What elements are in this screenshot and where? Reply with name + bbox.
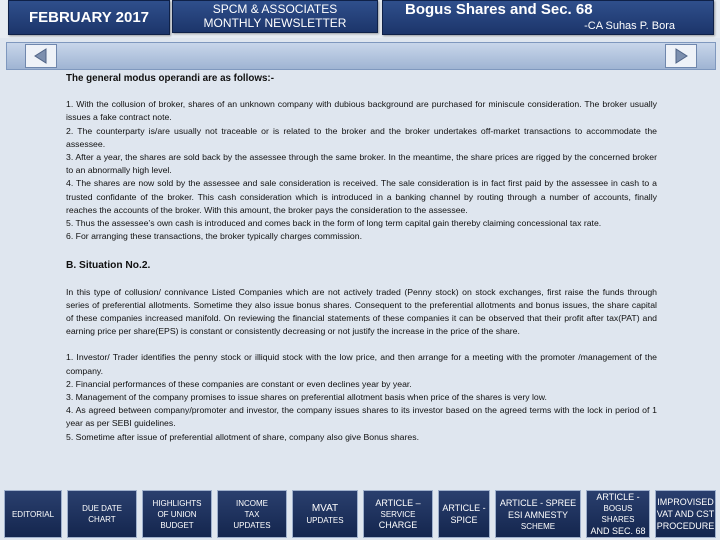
button-label: BOGUS SHARES bbox=[601, 504, 635, 524]
button-label: BUDGET bbox=[160, 520, 194, 530]
button-label: MVAT bbox=[311, 503, 339, 514]
article-body bbox=[66, 72, 657, 444]
spree-esi-amnesty-article-button[interactable] bbox=[495, 490, 581, 538]
button-label: EDITORIAL bbox=[11, 509, 55, 519]
due-date-chart-button[interactable] bbox=[67, 490, 137, 538]
mvat-updates-button[interactable] bbox=[292, 490, 358, 538]
button-label: INCOME bbox=[235, 498, 268, 508]
intro-heading: The general modus operandi are as follows:- bbox=[66, 73, 274, 84]
issue-title: Bogus Shares and Sec. 68 bbox=[405, 1, 593, 18]
bogus-shares-article-button[interactable] bbox=[586, 490, 650, 538]
point-a-4: 4. The shares are now sold by the assessee and sale consideration is received. The sale consideration is in fact first paid by the assessee in cash to a trusted confidante of the broker. This cash consideration which is introduced in a banking channel by routing through a number of accounts, finally reaches the accounts of the broker. With this amount, the broker pays the consideration to the assessee. bbox=[66, 178, 657, 215]
next-page-button[interactable] bbox=[665, 44, 697, 68]
button-label: PROCEDURE bbox=[656, 521, 715, 531]
spice-article-button[interactable] bbox=[438, 490, 490, 538]
point-a-5: 5. Thus the assessee’s own cash is introduced and comes back in the form of long term capital gain thereby claiming concessional tax rate. bbox=[66, 218, 602, 229]
issue-title-box bbox=[382, 0, 714, 35]
section-heading: B. Situation No.2. bbox=[66, 260, 151, 272]
point-a-2: 2. The counterparty is/are usually not traceable or is related to the broker and the broker undertakes off-market transactions to accommodate the assessee. bbox=[66, 125, 657, 149]
button-label: SCHEME bbox=[520, 521, 556, 531]
button-label: UPDATES bbox=[306, 516, 344, 525]
triangle-right-icon bbox=[666, 45, 696, 67]
previous-page-button[interactable] bbox=[25, 44, 57, 68]
button-label: ARTICLE - bbox=[596, 492, 640, 502]
section-paragraph: In this type of collusion/ connivance Listed Companies which are not actively traded (Penny stock) on stock exchanges, first raise the funds through series of preferential allotments. Sometime they also issue bonus shares. Consequent to the preferential allotments and bonus issues, the share capital of these companies increased manifold. On reviewing the financial statements of these companies it can be observed that their profit after tax(PAT) and earning price per share(EPS) is constant or consistently decreasing or not justify the increase in the price of the share. bbox=[66, 286, 657, 337]
point-b-4: 4. As agreed between company/promoter and investor, the company issues shares to its investor based on the agreed terms with the lock in period of 1 year as per SEBI guidelines. bbox=[66, 405, 657, 429]
author-name: -CA Suhas P. Bora bbox=[584, 20, 675, 32]
budget-highlights-button[interactable] bbox=[142, 490, 212, 538]
income-tax-updates-button[interactable] bbox=[217, 490, 287, 538]
month-label: FEBRUARY 2017 bbox=[8, 0, 170, 35]
button-label: ARTICLE – bbox=[375, 497, 421, 508]
point-b-3: 3. Management of the company promises to issue shares on preferential allotment basis when price of the shares is very low. bbox=[66, 392, 547, 403]
triangle-left-icon bbox=[26, 45, 56, 67]
button-label: VAT AND CST bbox=[656, 509, 715, 519]
header-bar bbox=[0, 0, 720, 38]
button-label: SPICE bbox=[450, 515, 478, 525]
button-label: ESI AMNESTY bbox=[507, 509, 568, 520]
point-a-1: 1. With the collusion of broker, shares of an unknown company with dubious background are purchased for miniscule consideration. The broker usually issues a fake contract note. bbox=[66, 99, 657, 123]
button-label: OF UNION bbox=[157, 509, 197, 519]
point-b-5: 5. Sometime after issue of preferential allotment of share, company also give Bonus shares. bbox=[66, 431, 419, 442]
firm-name: SPCM & ASSOCIATES bbox=[212, 2, 338, 16]
firm-name-box bbox=[172, 0, 378, 33]
point-a-6: 6. For arranging these transactions, the broker typically charges commission. bbox=[66, 231, 362, 242]
button-label: DUE DATE bbox=[82, 504, 122, 513]
footer-navigation bbox=[4, 490, 716, 540]
point-b-1: 1. Investor/ Trader identifies the penny stock or illiquid stock with the low price, and then arrange for a meeting with the promoter /management of the company. bbox=[66, 352, 657, 376]
point-b-2: 2. Financial performances of these companies are constant or even declines year by year. bbox=[66, 378, 412, 389]
button-label: TAX bbox=[244, 509, 260, 519]
point-a-3: 3. After a year, the shares are sold back by the assessee through the same broker. In the meantime, the share prices are rigged by the concerned broker to an abnormally high level. bbox=[66, 152, 657, 176]
button-label: HIGHLIGHTS bbox=[152, 498, 202, 508]
button-label: CHART bbox=[88, 515, 116, 524]
button-label: IMPROVISED bbox=[657, 497, 714, 507]
button-label: SERVICE bbox=[380, 509, 416, 519]
vat-cst-procedure-button[interactable] bbox=[655, 490, 716, 538]
button-label: ARTICLE - SPREE bbox=[499, 497, 577, 508]
newsletter-label: MONTHLY NEWSLETTER bbox=[203, 16, 347, 30]
button-label: CHARGE bbox=[378, 519, 418, 530]
button-label: ARTICLE - bbox=[442, 503, 486, 513]
navigation-bar bbox=[6, 42, 716, 70]
button-label: UPDATES bbox=[233, 520, 271, 530]
service-charge-article-button[interactable] bbox=[363, 490, 433, 538]
button-label: AND SEC. 68 bbox=[590, 526, 646, 536]
editorial-button[interactable] bbox=[4, 490, 62, 538]
